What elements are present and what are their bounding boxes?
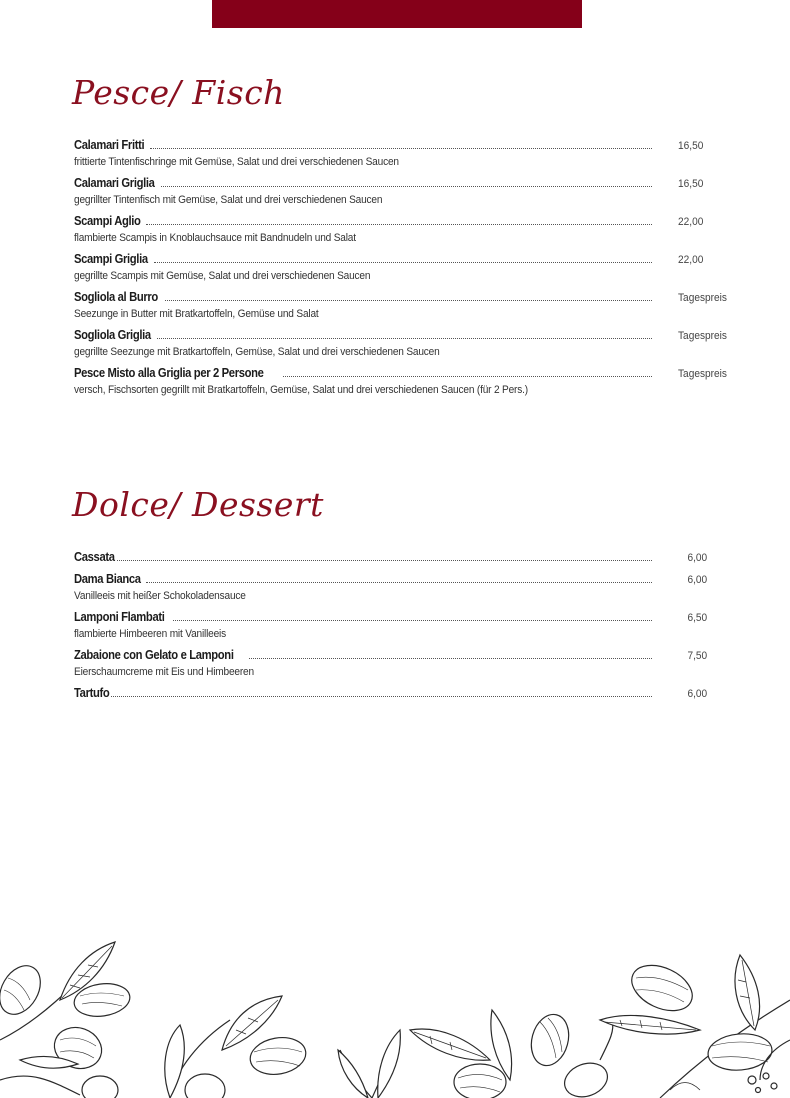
- dotted-leader: [161, 185, 652, 187]
- menu-item-line: [74, 686, 734, 703]
- menu-item-name: Lamponi Flambati: [74, 610, 165, 624]
- menu-item-price: Tagespreis: [678, 368, 727, 380]
- menu-item-price: 6,50: [687, 612, 708, 624]
- menu-item-line: [74, 328, 734, 345]
- menu-item-name: Sogliola Griglia: [74, 328, 151, 342]
- menu-item: [74, 550, 734, 567]
- menu-item-name: Scampi Aglio: [74, 214, 141, 228]
- menu-item-description: frittierte Tintenfischringe mit Gemüse, Salat und drei verschiedenen Saucen: [74, 156, 399, 168]
- dotted-leader: [173, 619, 652, 621]
- dotted-leader: [157, 337, 652, 339]
- menu-item-description: gegrillte Seezunge mit Bratkartoffeln, Gemüse, Salat und drei verschiedenen Saucen: [74, 346, 440, 358]
- dotted-leader: [283, 375, 652, 377]
- dotted-leader: [146, 223, 652, 225]
- menu-item-description: flambierte Himbeeren mit Vanilleeis: [74, 628, 226, 640]
- menu-item-line: [74, 572, 734, 589]
- menu-item-name: Calamari Griglia: [74, 176, 155, 190]
- menu-item-line: [74, 610, 734, 627]
- dotted-leader: [146, 581, 652, 583]
- menu-item-price: 16,50: [678, 178, 704, 190]
- menu-item-line: [74, 214, 734, 231]
- menu-item: [74, 290, 734, 323]
- section-title-dessert: Dolce/ Dessert: [72, 485, 324, 524]
- menu-item-line: [74, 648, 734, 665]
- menu-list-fish: [74, 138, 734, 404]
- menu-item-description: Eierschaumcreme mit Eis und Himbeeren: [74, 666, 254, 678]
- section-title-fish: Pesce/ Fisch: [72, 73, 285, 112]
- menu-item-description: flambierte Scampis in Knoblauchsauce mit Bandnudeln und Salat: [74, 232, 356, 244]
- menu-item-price: 7,50: [687, 650, 708, 662]
- top-accent-bar: [212, 0, 582, 28]
- menu-item: [74, 366, 734, 399]
- menu-item-line: [74, 550, 734, 567]
- menu-item: [74, 686, 734, 703]
- dotted-leader: [150, 147, 652, 149]
- menu-item: [74, 610, 734, 643]
- menu-item-price: 6,00: [687, 688, 708, 700]
- menu-item-price: 6,00: [687, 552, 708, 564]
- menu-item-line: [74, 290, 734, 307]
- dotted-leader: [111, 695, 652, 697]
- menu-item-name: Zabaione con Gelato e Lamponi: [74, 648, 234, 662]
- menu-item-description: gegrillter Tintenfisch mit Gemüse, Salat und drei verschiedenen Saucen: [74, 194, 383, 206]
- menu-item-description: Vanilleeis mit heißer Schokoladensauce: [74, 590, 246, 602]
- menu-item-name: Pesce Misto alla Griglia per 2 Persone: [74, 366, 264, 380]
- menu-item-price: 6,00: [687, 574, 708, 586]
- menu-item-line: [74, 176, 734, 193]
- dotted-leader: [165, 299, 652, 301]
- menu-item: [74, 328, 734, 361]
- menu-item: [74, 176, 734, 209]
- menu-item-line: [74, 366, 734, 383]
- menu-item-name: Calamari Fritti: [74, 138, 145, 152]
- olive-branch-illustration: [0, 930, 790, 1098]
- dotted-leader: [117, 559, 652, 561]
- menu-list-dessert: [74, 550, 734, 708]
- menu-item-description: gegrillte Scampis mit Gemüse, Salat und drei verschiedenen Saucen: [74, 270, 371, 282]
- menu-item: [74, 572, 734, 605]
- menu-item: [74, 214, 734, 247]
- menu-item: [74, 138, 734, 171]
- menu-item-description: Seezunge in Butter mit Bratkartoffeln, Gemüse und Salat: [74, 308, 319, 320]
- menu-item-line: [74, 252, 734, 269]
- menu-item-price: 16,50: [678, 140, 704, 152]
- menu-item-name: Dama Bianca: [74, 572, 141, 586]
- menu-item-price: 22,00: [678, 254, 704, 266]
- dotted-leader: [154, 261, 652, 263]
- menu-item-name: Cassata: [74, 550, 115, 564]
- menu-item-description: versch, Fischsorten gegrillt mit Bratkartoffeln, Gemüse, Salat und drei verschiedenen Saucen (für 2 Pers.): [74, 384, 528, 396]
- menu-item: [74, 252, 734, 285]
- menu-item-name: Sogliola al Burro: [74, 290, 158, 304]
- dotted-leader: [249, 657, 652, 659]
- menu-item-name: Tartufo: [74, 686, 110, 700]
- menu-item-price: Tagespreis: [678, 292, 727, 304]
- menu-item: [74, 648, 734, 681]
- menu-item-price: Tagespreis: [678, 330, 727, 342]
- menu-item-name: Scampi Griglia: [74, 252, 148, 266]
- menu-item-line: [74, 138, 734, 155]
- menu-item-price: 22,00: [678, 216, 704, 228]
